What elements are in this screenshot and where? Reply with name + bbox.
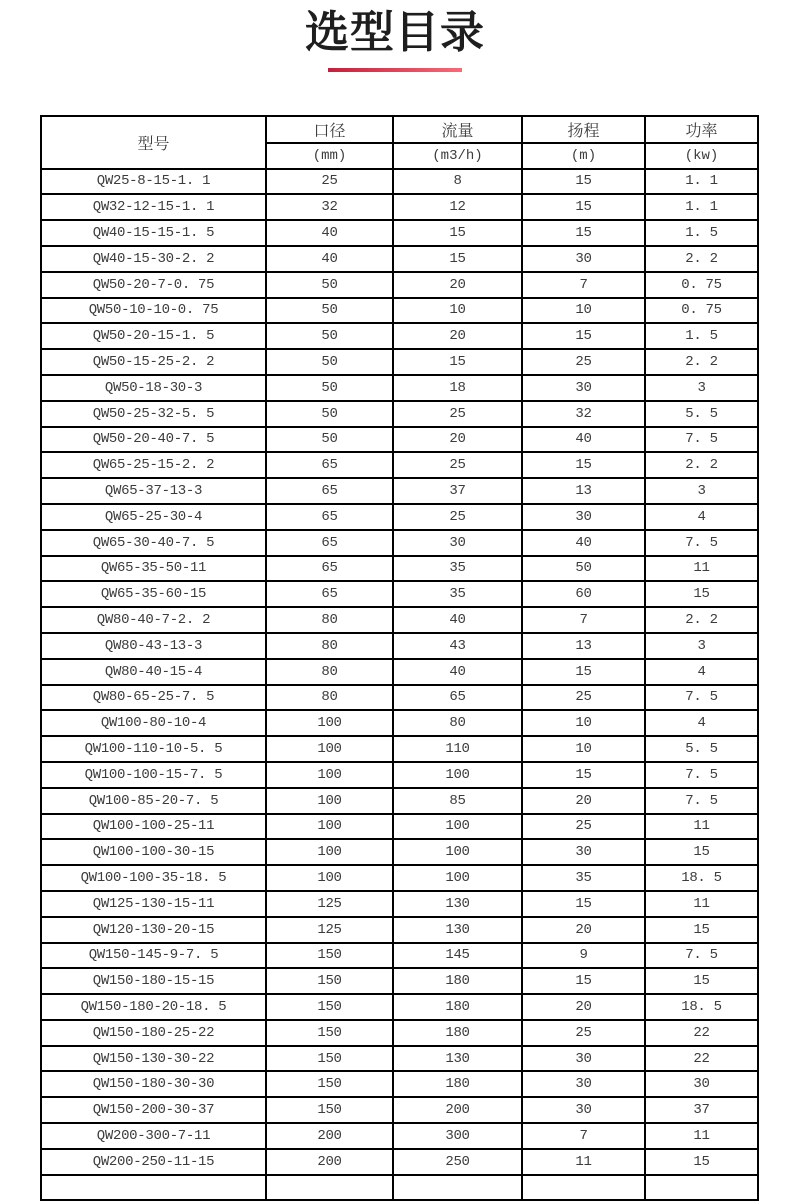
cell-head: 30 (522, 375, 645, 401)
cell-diameter: 65 (266, 452, 393, 478)
cell-power: 3 (645, 478, 758, 504)
cell-model: QW50-20-7-0. 75 (41, 272, 266, 298)
cell-model: QW50-15-25-2. 2 (41, 349, 266, 375)
cell-flow: 180 (393, 1071, 522, 1097)
table-row (41, 375, 758, 401)
table-row (41, 762, 758, 788)
cell-flow: 110 (393, 736, 522, 762)
cell-diameter: 200 (266, 1149, 393, 1175)
cell-power: 18. 5 (645, 865, 758, 891)
table-row (41, 194, 758, 220)
cell-model: QW65-25-15-2. 2 (41, 452, 266, 478)
table-row (41, 349, 758, 375)
cell-power: 15 (645, 839, 758, 865)
cell-diameter: 50 (266, 427, 393, 453)
cell-flow: 25 (393, 401, 522, 427)
cell-model: QW50-10-10-0. 75 (41, 298, 266, 324)
cell-model: QW65-30-40-7. 5 (41, 530, 266, 556)
cell-head: 13 (522, 633, 645, 659)
table-row (41, 788, 758, 814)
cell-model: QW100-100-15-7. 5 (41, 762, 266, 788)
catalog-page (0, 8, 790, 1201)
cell-power: 2. 2 (645, 349, 758, 375)
cell-model: QW150-180-15-15 (41, 968, 266, 994)
cell-model: QW50-18-30-3 (41, 375, 266, 401)
cell-diameter: 150 (266, 1020, 393, 1046)
cell-head: 30 (522, 839, 645, 865)
cell-diameter: 50 (266, 375, 393, 401)
cell-diameter: 100 (266, 762, 393, 788)
cell-model: QW25-8-15-1. 1 (41, 169, 266, 195)
cell-model: QW40-15-30-2. 2 (41, 246, 266, 272)
table-row (41, 530, 758, 556)
table-row (41, 1046, 758, 1072)
cell-power: 7. 5 (645, 943, 758, 969)
cell-diameter: 65 (266, 581, 393, 607)
cell-flow: 180 (393, 994, 522, 1020)
table-row (41, 839, 758, 865)
cell-head: 35 (522, 865, 645, 891)
cell-head: 11 (522, 1149, 645, 1175)
cell-model: QW65-37-13-3 (41, 478, 266, 504)
cell-power: 7. 5 (645, 685, 758, 711)
cell-power: 11 (645, 556, 758, 582)
cell-power: 7. 5 (645, 427, 758, 453)
cell-diameter: 150 (266, 1071, 393, 1097)
cell-diameter: 100 (266, 710, 393, 736)
cell-head: 15 (522, 762, 645, 788)
cell-flow: 40 (393, 607, 522, 633)
cell-head: 30 (522, 504, 645, 530)
cell-model: QW150-180-20-18. 5 (41, 994, 266, 1020)
table-row (41, 994, 758, 1020)
column-header-power: 功率 (645, 116, 758, 143)
cell-flow: 65 (393, 685, 522, 711)
cell-head: 10 (522, 736, 645, 762)
unit-flow: (m3/h) (393, 143, 522, 169)
table-row (41, 1097, 758, 1123)
cell-diameter: 65 (266, 556, 393, 582)
cell-flow: 15 (393, 220, 522, 246)
table-row (41, 169, 758, 195)
cell-diameter: 150 (266, 1097, 393, 1123)
cell-power: 0. 75 (645, 272, 758, 298)
cell-flow: 35 (393, 581, 522, 607)
cell-diameter: 100 (266, 736, 393, 762)
cell-diameter: 150 (266, 968, 393, 994)
cell-flow: 20 (393, 427, 522, 453)
table-body (41, 169, 758, 1201)
cell-flow: 130 (393, 891, 522, 917)
cell-diameter: 65 (266, 504, 393, 530)
cell-flow: 8 (393, 169, 522, 195)
cell-head: 9 (522, 943, 645, 969)
cell-model: QW150-130-30-22 (41, 1046, 266, 1072)
cell-model: QW50-20-15-1. 5 (41, 323, 266, 349)
cell-power: 1. 1 (645, 169, 758, 195)
cell-diameter: 80 (266, 633, 393, 659)
cell-flow: 35 (393, 556, 522, 582)
cell-flow: 40 (393, 659, 522, 685)
cell-flow: 25 (393, 504, 522, 530)
cell-model: QW200-300-7-11 (41, 1123, 266, 1149)
cell-power: 11 (645, 1123, 758, 1149)
table-row (41, 504, 758, 530)
cell-flow: 12 (393, 194, 522, 220)
cell-diameter: 200 (266, 1123, 393, 1149)
cell-head: 25 (522, 814, 645, 840)
cell-flow: 300 (393, 1123, 522, 1149)
cell-model: QW100-85-20-7. 5 (41, 788, 266, 814)
cell-power: 0. 75 (645, 298, 758, 324)
cell-flow: 25 (393, 452, 522, 478)
cell-power: 5. 5 (645, 736, 758, 762)
cell-power: 4 (645, 710, 758, 736)
cell-diameter: 100 (266, 839, 393, 865)
cell-flow: 20 (393, 272, 522, 298)
cell-flow: 100 (393, 814, 522, 840)
cell-head: 15 (522, 659, 645, 685)
column-header-flow: 流量 (393, 116, 522, 143)
cell-head: 40 (522, 427, 645, 453)
cell-power: 11 (645, 814, 758, 840)
cell-head: 25 (522, 685, 645, 711)
table-row (41, 1020, 758, 1046)
cell-diameter: 125 (266, 891, 393, 917)
table-row (41, 917, 758, 943)
cell-head: 30 (522, 1046, 645, 1072)
cell-flow: 80 (393, 710, 522, 736)
cell-head: 15 (522, 194, 645, 220)
cell-model: QW80-65-25-7. 5 (41, 685, 266, 711)
cell-model: QW80-40-15-4 (41, 659, 266, 685)
header-label-row (41, 116, 758, 143)
cell-flow: 18 (393, 375, 522, 401)
cell-head: 20 (522, 788, 645, 814)
cell-model: QW120-130-20-15 (41, 917, 266, 943)
cell-model: QW80-43-13-3 (41, 633, 266, 659)
cell-power: 3 (645, 375, 758, 401)
cell-power: 30 (645, 1071, 758, 1097)
cell-head: 15 (522, 220, 645, 246)
cell-power: 2. 2 (645, 607, 758, 633)
cell-flow (393, 1175, 522, 1201)
cell-model: QW100-100-25-11 (41, 814, 266, 840)
cell-power: 1. 1 (645, 194, 758, 220)
cell-flow: 100 (393, 839, 522, 865)
cell-flow: 100 (393, 762, 522, 788)
cell-model: QW100-110-10-5. 5 (41, 736, 266, 762)
accent-divider (328, 68, 462, 72)
cell-flow: 15 (393, 349, 522, 375)
cell-power: 7. 5 (645, 530, 758, 556)
cell-flow: 10 (393, 298, 522, 324)
table-row (41, 891, 758, 917)
cell-head: 15 (522, 452, 645, 478)
cell-diameter: 50 (266, 272, 393, 298)
table-row (41, 478, 758, 504)
cell-diameter: 125 (266, 917, 393, 943)
cell-power: 7. 5 (645, 762, 758, 788)
cell-model: QW80-40-7-2. 2 (41, 607, 266, 633)
cell-model: QW32-12-15-1. 1 (41, 194, 266, 220)
cell-head: 13 (522, 478, 645, 504)
cell-diameter: 50 (266, 323, 393, 349)
cell-model: QW40-15-15-1. 5 (41, 220, 266, 246)
table-row (41, 685, 758, 711)
cell-flow: 145 (393, 943, 522, 969)
cell-head: 15 (522, 968, 645, 994)
cell-diameter: 40 (266, 246, 393, 272)
cell-power: 37 (645, 1097, 758, 1123)
cell-power: 1. 5 (645, 323, 758, 349)
cell-power: 11 (645, 891, 758, 917)
cell-flow: 130 (393, 917, 522, 943)
cell-head: 10 (522, 298, 645, 324)
cell-power: 7. 5 (645, 788, 758, 814)
cell-flow: 250 (393, 1149, 522, 1175)
cell-flow: 15 (393, 246, 522, 272)
cell-model: QW150-180-30-30 (41, 1071, 266, 1097)
cell-power: 18. 5 (645, 994, 758, 1020)
table-row (41, 581, 758, 607)
cell-head: 7 (522, 607, 645, 633)
cell-head: 7 (522, 272, 645, 298)
table-row (41, 710, 758, 736)
table-row (41, 401, 758, 427)
cell-diameter: 80 (266, 607, 393, 633)
unit-diameter: (mm) (266, 143, 393, 169)
cell-power: 4 (645, 659, 758, 685)
table-row (41, 607, 758, 633)
table-row (41, 556, 758, 582)
table-row (41, 1123, 758, 1149)
cell-power (645, 1175, 758, 1201)
cell-model: QW50-25-32-5. 5 (41, 401, 266, 427)
cell-model: QW65-35-60-15 (41, 581, 266, 607)
table-row (41, 633, 758, 659)
table-row (41, 1149, 758, 1175)
cell-head: 32 (522, 401, 645, 427)
cell-diameter: 80 (266, 659, 393, 685)
cell-model: QW65-25-30-4 (41, 504, 266, 530)
cell-diameter: 100 (266, 865, 393, 891)
table-row (41, 943, 758, 969)
cell-diameter: 40 (266, 220, 393, 246)
table-row (41, 272, 758, 298)
table-row (41, 736, 758, 762)
cell-power: 2. 2 (645, 452, 758, 478)
cell-model: QW100-80-10-4 (41, 710, 266, 736)
table-row (41, 1175, 758, 1201)
table-row (41, 865, 758, 891)
cell-model: QW100-100-35-18. 5 (41, 865, 266, 891)
cell-power: 2. 2 (645, 246, 758, 272)
cell-head: 40 (522, 530, 645, 556)
cell-diameter: 100 (266, 814, 393, 840)
cell-diameter (266, 1175, 393, 1201)
selection-table (40, 115, 759, 1201)
column-header-diameter: 口径 (266, 116, 393, 143)
table-row (41, 427, 758, 453)
cell-head: 15 (522, 891, 645, 917)
cell-flow: 43 (393, 633, 522, 659)
cell-power: 3 (645, 633, 758, 659)
cell-model (41, 1175, 266, 1201)
cell-head: 15 (522, 323, 645, 349)
table-row (41, 298, 758, 324)
cell-head: 30 (522, 246, 645, 272)
cell-model: QW50-20-40-7. 5 (41, 427, 266, 453)
cell-power: 15 (645, 581, 758, 607)
cell-diameter: 32 (266, 194, 393, 220)
cell-flow: 180 (393, 1020, 522, 1046)
cell-power: 4 (645, 504, 758, 530)
cell-head (522, 1175, 645, 1201)
cell-model: QW150-145-9-7. 5 (41, 943, 266, 969)
cell-head: 60 (522, 581, 645, 607)
cell-diameter: 150 (266, 1046, 393, 1072)
cell-flow: 20 (393, 323, 522, 349)
cell-power: 15 (645, 968, 758, 994)
cell-power: 22 (645, 1020, 758, 1046)
cell-head: 15 (522, 169, 645, 195)
cell-power: 22 (645, 1046, 758, 1072)
table-row (41, 968, 758, 994)
table-row (41, 814, 758, 840)
cell-model: QW150-200-30-37 (41, 1097, 266, 1123)
cell-head: 10 (522, 710, 645, 736)
page-title: 选型目录 (305, 8, 485, 57)
cell-model: QW65-35-50-11 (41, 556, 266, 582)
cell-diameter: 50 (266, 401, 393, 427)
unit-power: (kw) (645, 143, 758, 169)
cell-model: QW100-100-30-15 (41, 839, 266, 865)
cell-head: 25 (522, 1020, 645, 1046)
cell-power: 15 (645, 1149, 758, 1175)
cell-power: 5. 5 (645, 401, 758, 427)
cell-flow: 85 (393, 788, 522, 814)
cell-diameter: 25 (266, 169, 393, 195)
column-header-head: 扬程 (522, 116, 645, 143)
table-header (41, 116, 758, 169)
table-row (41, 1071, 758, 1097)
cell-diameter: 65 (266, 530, 393, 556)
cell-diameter: 150 (266, 943, 393, 969)
cell-diameter: 65 (266, 478, 393, 504)
cell-flow: 100 (393, 865, 522, 891)
cell-diameter: 50 (266, 298, 393, 324)
cell-flow: 180 (393, 968, 522, 994)
cell-model: QW200-250-11-15 (41, 1149, 266, 1175)
cell-head: 20 (522, 917, 645, 943)
cell-head: 20 (522, 994, 645, 1020)
cell-power: 15 (645, 917, 758, 943)
table-row (41, 452, 758, 478)
cell-diameter: 80 (266, 685, 393, 711)
cell-model: QW125-130-15-11 (41, 891, 266, 917)
table-row (41, 246, 758, 272)
cell-power: 1. 5 (645, 220, 758, 246)
unit-head: (m) (522, 143, 645, 169)
table-row (41, 220, 758, 246)
cell-head: 30 (522, 1071, 645, 1097)
cell-model: QW150-180-25-22 (41, 1020, 266, 1046)
table-row (41, 659, 758, 685)
column-header-model: 型号 (41, 116, 266, 169)
cell-head: 30 (522, 1097, 645, 1123)
cell-head: 50 (522, 556, 645, 582)
cell-diameter: 50 (266, 349, 393, 375)
table-row (41, 323, 758, 349)
cell-flow: 30 (393, 530, 522, 556)
cell-flow: 200 (393, 1097, 522, 1123)
cell-flow: 130 (393, 1046, 522, 1072)
cell-head: 25 (522, 349, 645, 375)
cell-head: 7 (522, 1123, 645, 1149)
cell-diameter: 100 (266, 788, 393, 814)
cell-flow: 37 (393, 478, 522, 504)
cell-diameter: 150 (266, 994, 393, 1020)
